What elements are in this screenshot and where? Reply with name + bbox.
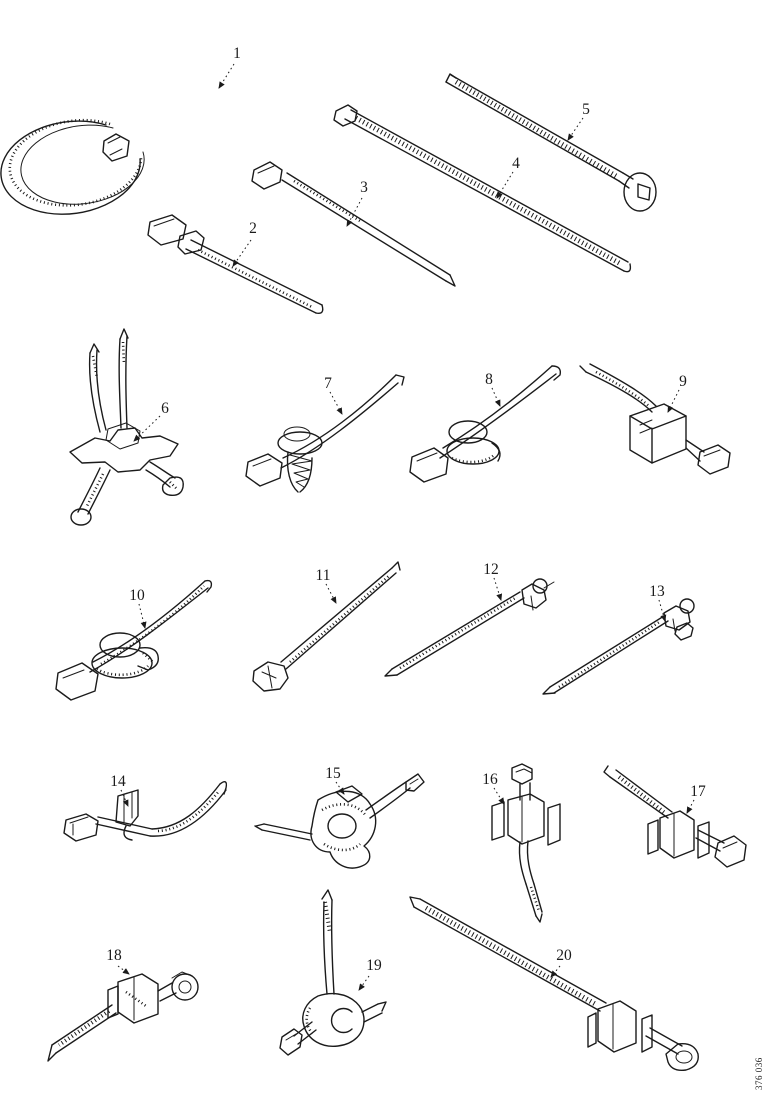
part-12-cable-strap-drawing [385,579,554,676]
figure-code: 376 036 [754,1057,764,1090]
part-3-cable-strap-drawing [252,162,455,286]
part-16-strap-edge-clip-drawing [492,764,560,922]
callout-4[interactable]: 4 [512,155,520,172]
part-14-strap-hook-drawing [64,782,226,841]
callout-10[interactable]: 10 [129,587,145,604]
callout-20[interactable]: 20 [556,947,572,964]
callout-18[interactable]: 18 [106,947,122,964]
part-20-strap-edge-clip-drawing [410,897,698,1070]
callout-9[interactable]: 9 [679,373,687,390]
callout-13[interactable]: 13 [649,583,665,600]
part-13-cable-strap-drawing [543,599,694,694]
part-4-cable-strap-drawing [334,105,630,272]
callout-3[interactable]: 3 [360,179,368,196]
part-9-strap-box-mount-drawing [580,364,730,474]
part-1-ring-strap-drawing [1,120,144,214]
callout-leader-lines [118,64,694,990]
callout-15[interactable]: 15 [325,765,341,782]
callout-14[interactable]: 14 [110,773,126,790]
callout-2[interactable]: 2 [249,220,257,237]
part-15-strap-clamp-drawing [255,774,424,868]
part-7-strap-rivet-drawing [246,375,404,492]
callout-5[interactable]: 5 [582,101,590,118]
part-6-strap-base-drawing [70,329,183,525]
callout-17[interactable]: 17 [690,783,706,800]
callout-12[interactable]: 12 [483,561,499,578]
part-17-strap-edge-clip-drawing [604,766,746,867]
part-18-strap-eye-clip-drawing [48,972,198,1061]
callout-6[interactable]: 6 [161,400,169,417]
callout-8[interactable]: 8 [485,371,493,388]
callout-19[interactable]: 19 [366,957,382,974]
part-2-cable-strap-drawing [148,215,323,313]
callout-labels [106,45,706,974]
callout-16[interactable]: 16 [482,771,498,788]
callout-11[interactable]: 11 [315,567,331,584]
callout-7[interactable]: 7 [324,375,332,392]
callout-1[interactable]: 1 [233,45,241,62]
